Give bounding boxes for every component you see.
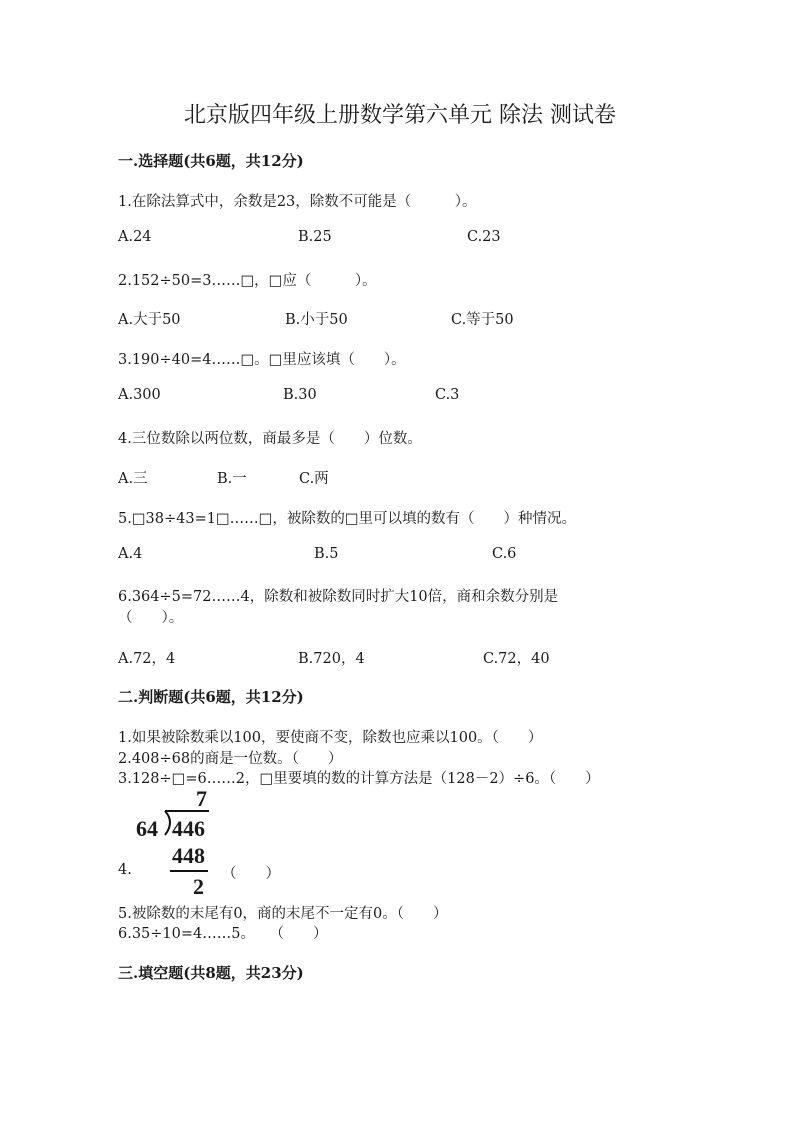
- option-c: C.23: [467, 229, 501, 245]
- section-heading-judgement: 二.判断题(共6题，共12分): [118, 688, 304, 706]
- option-c: C.6: [492, 546, 517, 562]
- option-a: A.4: [118, 546, 143, 562]
- question-4: 4.三位数除以两位数，商最多是（ ）位数。: [118, 431, 422, 447]
- question-5: 5.□38÷43=1□……□，被除数的□里可以填的数有（ ）种情况。: [118, 511, 577, 527]
- option-a: A.大于50: [118, 312, 181, 328]
- page-title: 北京版四年级上册数学第六单元 除法 测试卷: [184, 103, 616, 128]
- question-6-continuation: （ ）。: [118, 610, 184, 626]
- question-6: 6.364÷5=72……4，除数和被除数同时扩大10倍，商和余数分别是: [118, 589, 559, 605]
- question-3: 3.190÷40=4……□。□里应该填（ ）。: [118, 352, 406, 368]
- option-b: B.720，4: [298, 651, 365, 667]
- section-heading-choice: 一.选择题(共6题，共12分): [118, 152, 304, 170]
- option-c: C.两: [299, 471, 329, 487]
- judgement-item-6: 6.35÷10=4……5。 （ ）: [118, 926, 328, 942]
- option-a: A.24: [118, 229, 152, 245]
- judgement-item-3: 3.128÷□=6……2，□里要填的数的计算方法是（128－2）÷6。（ ）: [118, 771, 600, 787]
- judgement-item-2: 2.408÷68的商是一位数。（ ）: [118, 751, 343, 767]
- question-1: 1.在除法算式中，余数是23，除数不可能是（ ）。: [118, 194, 477, 210]
- judgement-item-5: 5.被除数的末尾有0，商的末尾不一定有0。（ ）: [118, 906, 448, 922]
- division-remainder: 2: [193, 874, 204, 899]
- option-c: C.3: [435, 387, 460, 403]
- option-a: A.300: [118, 387, 161, 403]
- section-heading-fill: 三.填空题(共8题，共23分): [118, 964, 304, 982]
- option-b: B.小于50: [285, 312, 348, 328]
- option-c: C.等于50: [451, 312, 514, 328]
- option-b: B.5: [314, 546, 339, 562]
- judgement-item-1: 1.如果被除数乘以100，要使商不变，除数也应乘以100。（ ）: [118, 730, 543, 746]
- division-divisor: 64: [136, 816, 158, 841]
- division-quotient: 7: [196, 786, 207, 811]
- option-c: C.72，40: [483, 651, 550, 667]
- judgement-item-4-paren: （ ）: [222, 866, 280, 882]
- question-2: 2.152÷50=3……□，□应（ ）。: [118, 273, 377, 289]
- judgement-item-4: 4.: [118, 862, 132, 878]
- division-product: 448: [172, 843, 205, 868]
- option-b: B.30: [283, 387, 317, 403]
- division-line: [170, 869, 210, 873]
- option-b: B.25: [298, 229, 332, 245]
- division-dividend: 446: [172, 816, 205, 841]
- option-b: B.一: [217, 471, 247, 487]
- option-a: A.三: [118, 471, 148, 487]
- option-a: A.72，4: [118, 651, 176, 667]
